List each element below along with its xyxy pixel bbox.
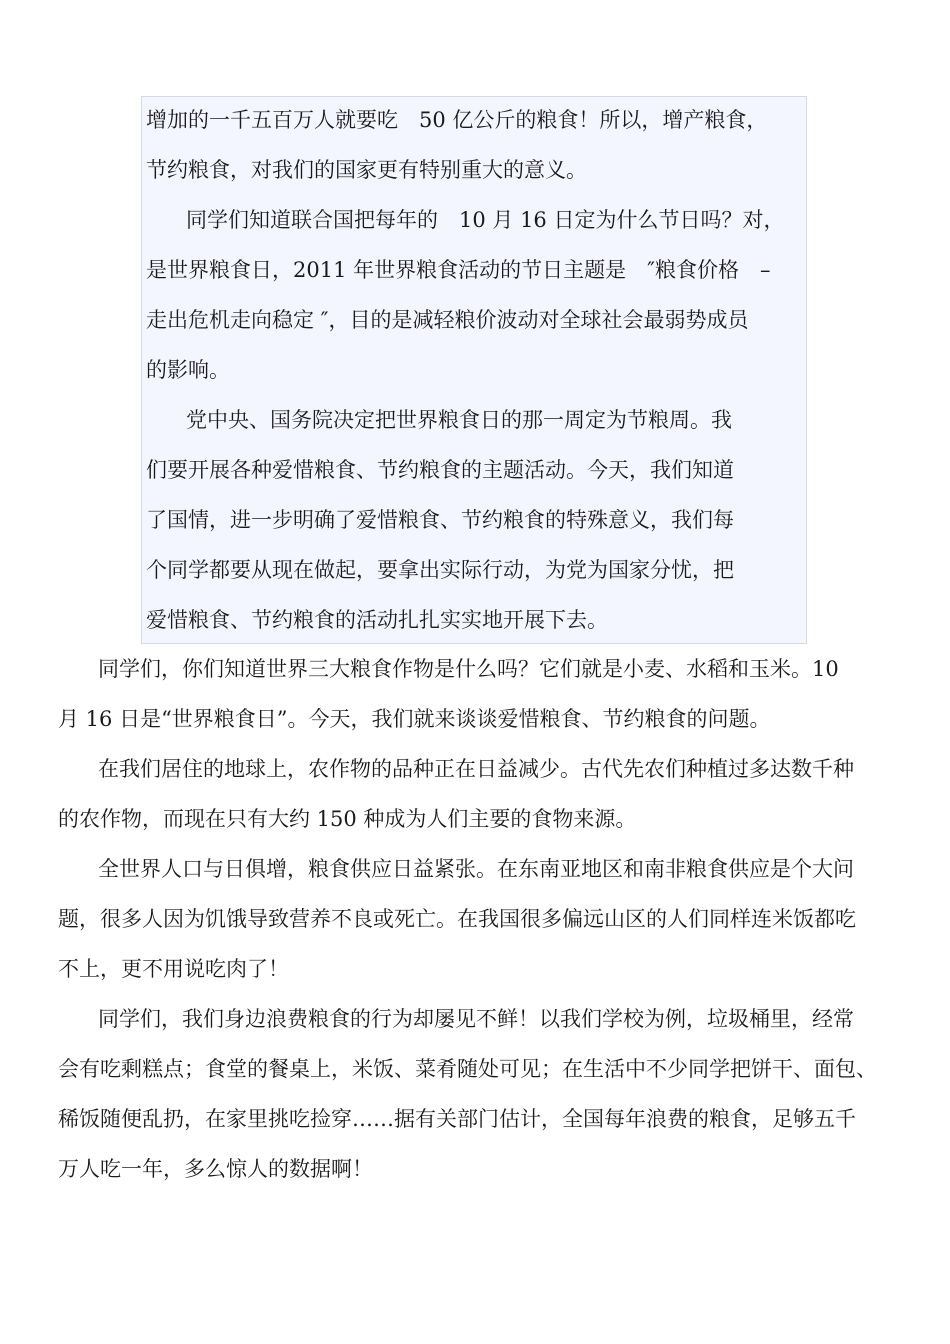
text-line: 稀饭随便乱扔，在家里挑吃捡穿……据有关部门估计，全国每年浪费的粮食，足够五千 [58,1107,856,1131]
text-line: 走出危机走向稳定 ″，目的是减轻粮价波动对全球社会最弱势成员 [146,308,749,332]
text-line: 题，很多人因为饥饿导致营养不良或死亡。在我国很多偏远山区的人们同样连米饭都吃 [58,907,856,931]
text-line: 同学们知道联合国把每年的 10 月 16 日定为什么节日吗？对， [186,208,785,232]
text-line: 节约粮食，对我们的国家更有特别重大的意义。 [146,158,587,182]
text-line: 不上，更不用说吃肉了！ [58,957,289,981]
text-line: 同学们，我们身边浪费粮食的行为却屡见不鲜！以我们学校为例，垃圾桶里，经常 [98,1007,854,1031]
text-line: 了国情，进一步明确了爱惜粮食、节约粮食的特殊意义，我们每 [146,508,734,532]
text-line: 全世界人口与日俱增，粮食供应日益紧张。在东南亚地区和南非粮食供应是个大问 [98,857,854,881]
text-line: 在我们居住的地球上，农作物的品种正在日益减少。古代先农们种植过多达数千种 [98,757,854,781]
text-line: 党中央、国务院决定把世界粮食日的那一周定为节粮周。我 [186,408,732,432]
text-line: 同学们，你们知道世界三大粮食作物是什么吗？它们就是小麦、水稻和玉米。10 [98,657,839,681]
text-line: 的农作物，而现在只有大约 150 种成为人们主要的食物来源。 [58,807,637,831]
text-line: 是世界粮食日，2011 年世界粮食活动的节日主题是 ″粮食价格 – [146,258,771,282]
text-line: 增加的一千五百万人就要吃 50 亿公斤的粮食！所以，增产粮食， [146,108,768,132]
highlighted-text-block [141,96,807,644]
text-line: 的影响。 [146,358,230,382]
text-line: 们要开展各种爱惜粮食、节约粮食的主题活动。今天，我们知道 [146,458,734,482]
text-line: 月 16 日是“世界粮食日”。今天，我们就来谈谈爱惜粮食、节约粮食的问题。 [58,707,771,731]
text-line: 个同学都要从现在做起，要拿出实际行动，为党为国家分忧，把 [146,558,734,582]
text-line: 爱惜粮食、节约粮食的活动扎扎实实地开展下去。 [146,608,608,632]
text-line: 会有吃剩糕点；食堂的餐桌上，米饭、菜肴随处可见；在生活中不少同学把饼干、面包、 [58,1057,877,1081]
text-line: 万人吃一年，多么惊人的数据啊！ [58,1157,373,1181]
